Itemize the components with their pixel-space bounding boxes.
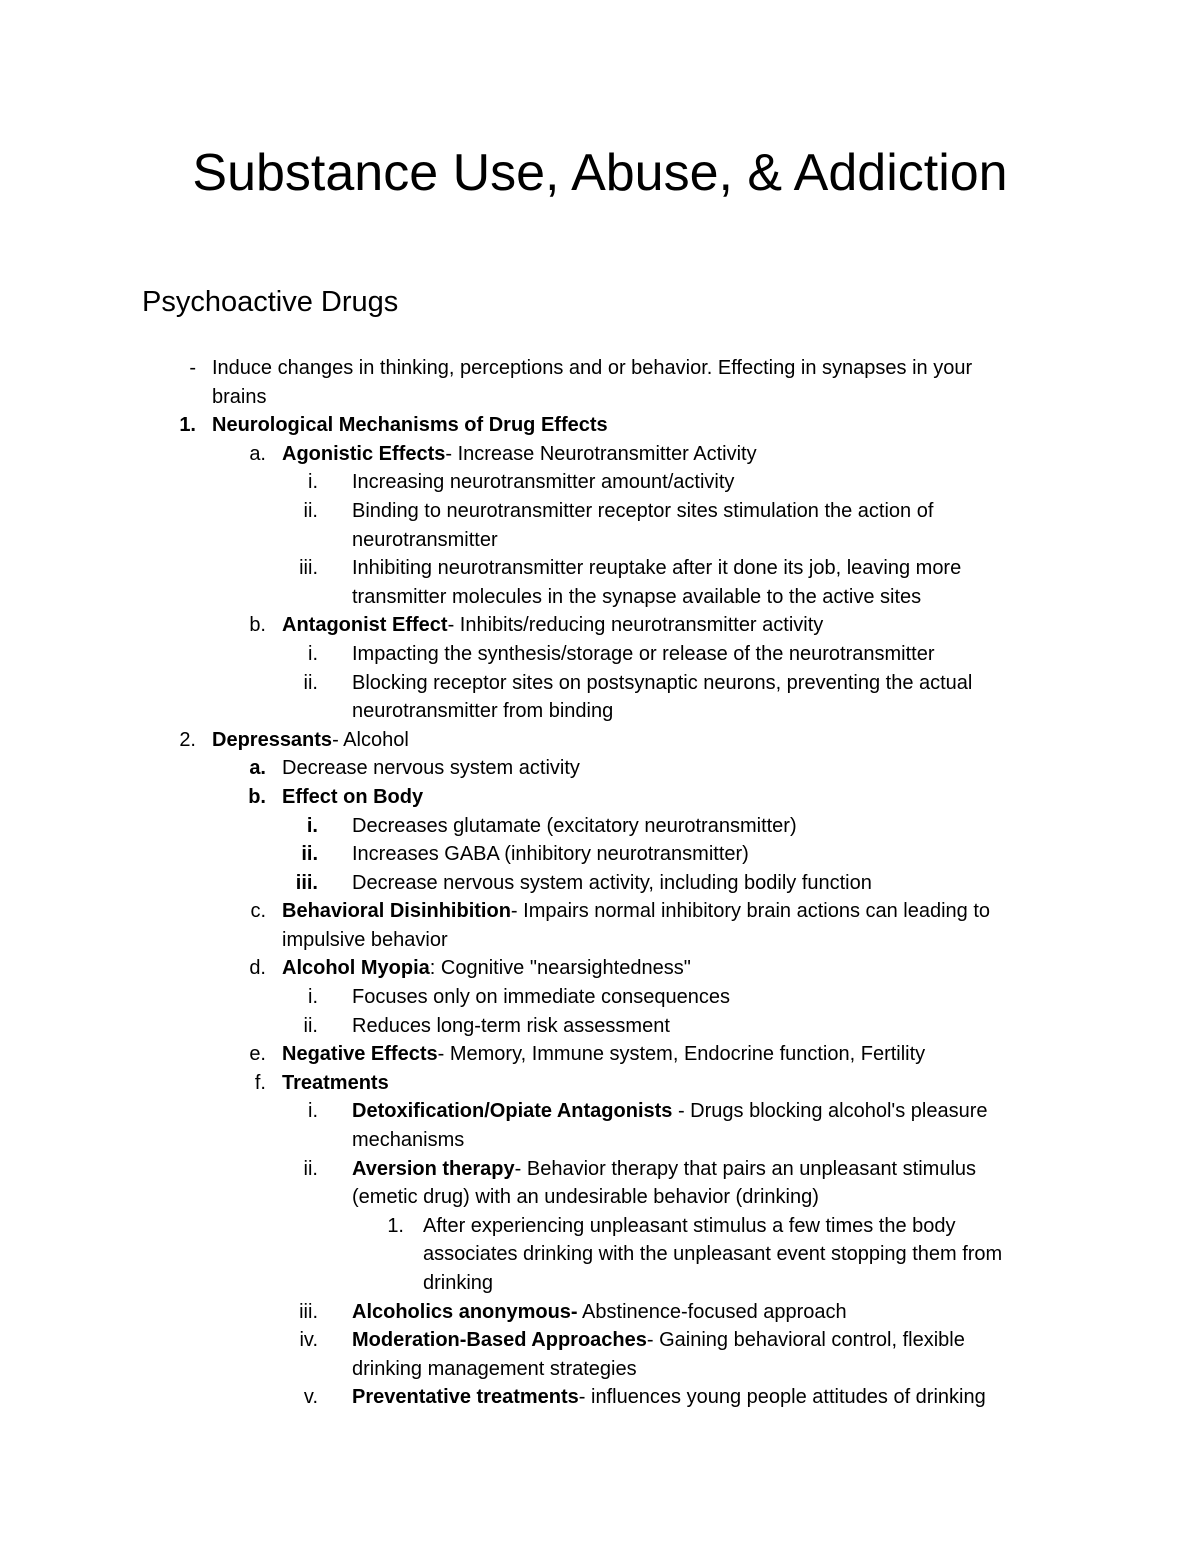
list-item-text <box>282 897 990 926</box>
list-item-text <box>212 726 409 755</box>
list-item-text <box>352 640 935 669</box>
list-item-text <box>352 497 933 526</box>
list-marker: 1. <box>387 1214 404 1237</box>
outline-line <box>0 1355 1200 1384</box>
list-item-text <box>352 1383 986 1412</box>
text-run: Blocking receptor sites on postsynaptic neurons, preventing the actual <box>352 671 973 694</box>
text-run: Reduces long-term risk assessment <box>352 1014 670 1037</box>
text-run: - Alcohol <box>332 728 409 751</box>
outline-line <box>0 840 1200 869</box>
list-item-text <box>423 1269 493 1298</box>
list-item-text <box>212 354 972 383</box>
text-run: After experiencing unpleasant stimulus a few times the body <box>423 1214 956 1237</box>
text-run: - Inhibits/reducing neurotransmitter activity <box>447 614 824 637</box>
list-marker: ii. <box>301 843 318 866</box>
outline-line <box>0 1069 1200 1098</box>
bold-term: Alcoholics anonymous- <box>352 1300 578 1323</box>
text-run: Decrease nervous system activity <box>282 757 580 780</box>
list-marker: i. <box>308 642 318 665</box>
text-run: - Memory, Immune system, Endocrine function, Fertility <box>437 1043 926 1066</box>
text-run: drinking <box>423 1272 494 1294</box>
outline-list <box>0 354 1200 1412</box>
outline-line <box>0 1155 1200 1184</box>
outline-line <box>0 897 1200 926</box>
outline-line <box>0 697 1200 726</box>
text-run: Focuses only on immediate consequences <box>352 986 730 1009</box>
bold-term: Behavioral Disinhibition <box>282 900 511 923</box>
text-run: brains <box>212 385 267 408</box>
list-item-text <box>352 983 730 1012</box>
list-item-text <box>423 1212 956 1241</box>
text-run: - Gaining behavioral control, flexible <box>646 1329 965 1352</box>
list-marker: i. <box>308 471 318 494</box>
list-item-text <box>423 1240 1002 1269</box>
list-item-text <box>352 669 972 698</box>
outline-line <box>0 1383 1200 1412</box>
list-marker: e. <box>249 1043 266 1066</box>
list-marker: - <box>189 357 196 379</box>
list-item-text <box>282 1040 925 1069</box>
bold-term: Preventative treatments <box>352 1386 579 1409</box>
outline-line <box>0 354 1200 383</box>
outline-line <box>0 754 1200 783</box>
list-item-text <box>352 554 961 583</box>
list-marker: ii. <box>303 1014 318 1037</box>
list-marker: 1. <box>179 414 196 437</box>
outline-line <box>0 554 1200 583</box>
text-run: - Drugs blocking alcohol's pleasure <box>672 1100 988 1123</box>
list-item-text <box>352 1298 847 1327</box>
text-run: Decreases glutamate (excitatory neurotransmitter) <box>352 814 797 837</box>
outline-line <box>0 468 1200 497</box>
outline-line <box>0 411 1200 440</box>
list-item-text <box>212 383 266 412</box>
text-run: drinking management strategies <box>352 1357 637 1380</box>
list-marker: i. <box>308 1100 318 1123</box>
text-run: mechanisms <box>352 1129 465 1152</box>
list-marker: b. <box>249 614 266 637</box>
bold-term: Negative Effects <box>282 1043 438 1066</box>
text-run: - Increase Neurotransmitter Activity <box>445 442 757 465</box>
outline-line <box>0 440 1200 469</box>
outline-line <box>0 783 1200 812</box>
list-marker: iv. <box>299 1329 318 1352</box>
list-item-text <box>352 526 498 555</box>
list-item-text <box>282 926 448 955</box>
outline-line <box>0 526 1200 555</box>
text-run: - Behavior therapy that pairs an unpleasant stimulus <box>514 1157 977 1180</box>
list-item-text <box>282 783 423 812</box>
text-run: Inhibiting neurotransmitter reuptake after it done its job, leaving more <box>352 557 962 580</box>
list-item-text <box>352 1355 637 1384</box>
list-marker: v. <box>303 1386 318 1409</box>
text-run: neurotransmitter <box>352 528 498 551</box>
outline-line <box>0 611 1200 640</box>
text-run: impulsive behavior <box>282 928 448 951</box>
list-marker: ii. <box>303 1157 318 1180</box>
list-item-text <box>352 1126 464 1155</box>
bold-term: Antagonist Effect <box>282 614 448 637</box>
outline-line <box>0 983 1200 1012</box>
list-item-text <box>352 1012 670 1041</box>
outline-line <box>0 669 1200 698</box>
list-item-text <box>282 440 757 469</box>
list-marker: ii. <box>303 499 318 522</box>
bold-term: Depressants <box>212 728 333 751</box>
bold-term: Moderation-Based Approaches <box>352 1329 647 1352</box>
list-item-text <box>282 611 823 640</box>
text-run: - influences young people attitudes of drinking <box>578 1386 986 1409</box>
outline-line <box>0 1269 1200 1298</box>
text-run: Decrease nervous system activity, including bodily function <box>352 871 872 894</box>
text-run: associates drinking with the unpleasant event stopping them from <box>423 1243 1003 1266</box>
list-marker: c. <box>250 900 266 923</box>
outline-line <box>0 812 1200 841</box>
outline-line <box>0 869 1200 898</box>
list-marker: a. <box>249 442 266 465</box>
document-title: Substance Use, Abuse, & Addiction <box>192 144 1008 202</box>
bold-term: Alcohol Myopia <box>282 957 430 980</box>
list-item-text <box>352 468 734 497</box>
outline-line <box>0 954 1200 983</box>
section-heading: Psychoactive Drugs <box>142 286 399 318</box>
text-run: neurotransmitter from binding <box>352 700 614 723</box>
text-run: Increases GABA (inhibitory neurotransmitter) <box>352 843 749 866</box>
outline-line <box>0 1012 1200 1041</box>
list-marker: b. <box>248 785 266 808</box>
list-item-text <box>352 869 872 898</box>
outline-line <box>0 1326 1200 1355</box>
outline-line <box>0 1126 1200 1155</box>
outline-line <box>0 726 1200 755</box>
text-run: Binding to neurotransmitter receptor sites stimulation the action of <box>352 499 934 522</box>
bold-term: Neurological Mechanisms of Drug Effects <box>212 414 608 437</box>
list-item-text <box>352 812 797 841</box>
outline-line <box>0 926 1200 955</box>
outline-line <box>0 1040 1200 1069</box>
bold-term: Detoxification/Opiate Antagonists <box>352 1100 673 1123</box>
text-run: transmitter molecules in the synapse available to the active sites <box>352 585 922 608</box>
outline-line <box>0 583 1200 612</box>
list-item-text <box>282 1069 389 1098</box>
bold-term: Aversion therapy <box>352 1157 515 1180</box>
bold-term: Effect on Body <box>282 785 424 808</box>
outline-line <box>0 640 1200 669</box>
list-item-text <box>282 954 691 983</box>
list-marker: iii. <box>299 557 318 580</box>
list-marker: d. <box>249 957 266 980</box>
text-run: - Impairs normal inhibitory brain actions can leading to <box>510 900 991 923</box>
list-marker: i. <box>306 814 318 837</box>
outline-line <box>0 383 1200 412</box>
text-run: (emetic drug) with an undesirable behavior (drinking) <box>352 1186 819 1209</box>
list-item-text <box>212 411 608 440</box>
list-item-text <box>352 1097 988 1126</box>
list-marker: a. <box>249 757 266 780</box>
bold-term: Treatments <box>282 1071 389 1094</box>
outline-line <box>0 1212 1200 1241</box>
text-run: Impacting the synthesis/storage or release of the neurotransmitter <box>352 642 935 665</box>
outline-line <box>0 1240 1200 1269</box>
list-marker: iii. <box>295 871 318 894</box>
list-item-text <box>352 840 749 869</box>
list-item-text <box>352 697 613 726</box>
text-run: Abstinence-focused approach <box>577 1300 847 1323</box>
text-run: Increasing neurotransmitter amount/activity <box>352 471 735 494</box>
outline-line <box>0 1183 1200 1212</box>
list-item-text <box>352 1183 819 1212</box>
text-run: Induce changes in thinking, perceptions and or behavior. Effecting in synapses in your <box>212 357 973 379</box>
bold-term: Agonistic Effects <box>282 442 446 465</box>
list-item-text <box>352 1326 965 1355</box>
text-run: : Cognitive "nearsightedness" <box>429 957 691 980</box>
list-marker: 2. <box>179 728 196 751</box>
list-item-text <box>352 1155 976 1184</box>
list-marker: iii. <box>299 1300 318 1323</box>
list-item-text <box>352 583 921 612</box>
list-marker: f. <box>254 1071 266 1094</box>
list-marker: i. <box>308 986 318 1009</box>
outline-line <box>0 1097 1200 1126</box>
list-item-text <box>282 754 580 783</box>
outline-line <box>0 497 1200 526</box>
list-marker: ii. <box>303 671 318 694</box>
outline-line <box>0 1298 1200 1327</box>
